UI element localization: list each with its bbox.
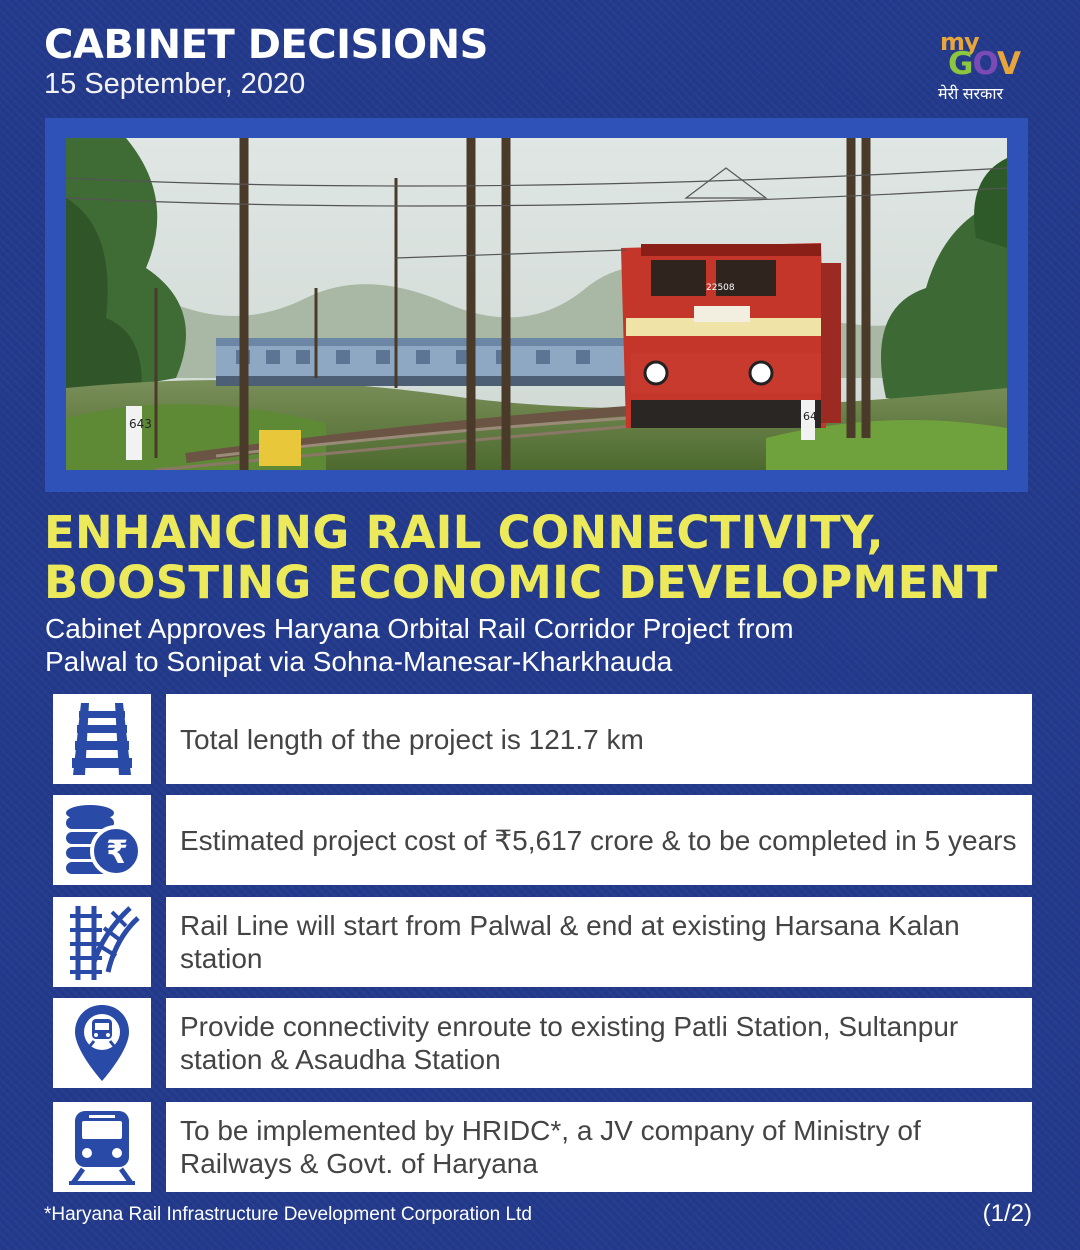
headline: [44, 508, 1044, 608]
train-photo: [66, 138, 1007, 470]
headline-line2: BOOSTING ECONOMIC DEVELOPMENT: [44, 556, 998, 609]
subhead-line2: Palwal to Sonipat via Sohna-Manesar-Kharkhauda: [45, 646, 673, 677]
footnote: *Haryana Rail Infrastructure Development Corporation Ltd: [44, 1204, 532, 1225]
fact-row: [53, 694, 1032, 784]
rail-junction-icon: [64, 902, 140, 982]
logo-my: my: [940, 28, 979, 56]
svg-text:₹: ₹: [106, 833, 129, 871]
train-front-icon: [67, 1107, 137, 1187]
headline-line1: ENHANCING RAIL CONNECTIVITY,: [44, 506, 884, 559]
pole-number-left: 643: [129, 417, 152, 431]
fact-text: Rail Line will start from Palwal & end at existing Harsana Kalan station: [166, 897, 1032, 987]
fact-text: Provide connectivity enroute to existing Patli Station, Sultanpur station & Asaudha Station: [166, 998, 1032, 1088]
pole-number-right: 64: [803, 410, 817, 423]
fact-row: [53, 795, 1032, 885]
fact-row: [53, 1102, 1032, 1192]
loco-number: 22508: [706, 283, 735, 293]
fact-row: [53, 897, 1032, 987]
train-location-pin-icon: [72, 1003, 132, 1083]
fact-text: Estimated project cost of ₹5,617 crore & to be completed in 5 years: [166, 795, 1032, 885]
mygov-logo[interactable]: [936, 28, 1028, 103]
fact-icon-box: [53, 694, 151, 784]
rupee-coins-icon: [62, 803, 142, 877]
fact-icon-box: [53, 998, 151, 1088]
logo-hindi: मेरी सरकार: [938, 86, 1004, 103]
page-indicator: (1/2): [982, 1200, 1032, 1227]
fact-icon-box: [53, 897, 151, 987]
header-title: CABINET DECISIONS: [44, 22, 488, 68]
fact-icon-box: [53, 795, 151, 885]
logo-gov: GOV: [948, 46, 1020, 82]
subhead: [45, 612, 1045, 678]
header-date: 15 September, 2020: [44, 68, 306, 100]
fact-text: Total length of the project is 121.7 km: [166, 694, 1032, 784]
fact-icon-box: [53, 1102, 151, 1192]
subhead-line1: Cabinet Approves Haryana Orbital Rail Corridor Project from: [45, 613, 794, 644]
fact-row: [53, 998, 1032, 1088]
photo-frame: [45, 118, 1028, 492]
fact-text: To be implemented by HRIDC*, a JV company of Ministry of Railways & Govt. of Haryana: [166, 1102, 1032, 1192]
rail-track-icon: [67, 701, 137, 777]
